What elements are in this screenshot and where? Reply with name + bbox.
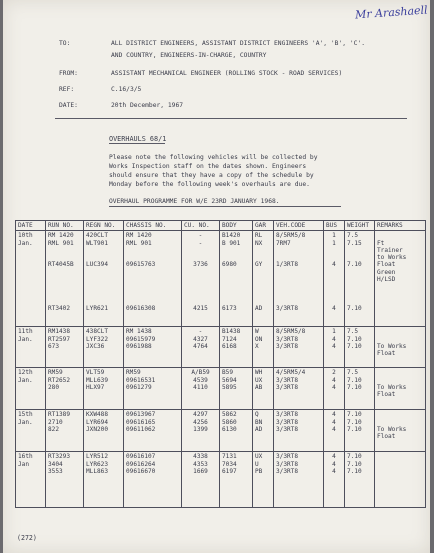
col-header-remarks: REMARKS (375, 221, 426, 231)
handwritten-note: Mr Arashaell (354, 3, 428, 22)
cell-body: B59 5694 5895 (220, 368, 253, 410)
cell-bus: 4 4 4 (324, 410, 345, 452)
col-header-gar: GAR (253, 221, 274, 231)
cell-regn-no: LYR512 LYR623 MLL863 (84, 452, 124, 508)
cell-chassis-no: RM59 09616531 0961279 (124, 368, 182, 410)
cell-weight: 7.5 7.10 7.10 (345, 368, 375, 410)
cell-run-no: RM 1420 RML 901 RT4045B RT3402 (46, 231, 84, 327)
page-number: (272) (17, 534, 37, 542)
col-header-date: DATE (16, 221, 46, 231)
cell-cu-no: - - 3736 4215 (182, 231, 220, 327)
cell-bus: 1 4 4 (324, 327, 345, 368)
from-label: FROM: (59, 70, 78, 77)
cell-body: B1438 7124 6168 (220, 327, 253, 368)
cell-cu-no: A/B59 4539 4110 (182, 368, 220, 410)
to-label: TO: (59, 40, 71, 47)
cell-weight: 7.5 7.15 7.10 7.10 (345, 231, 375, 327)
programme-underline (109, 206, 341, 207)
col-header-run-no: RUN NO. (46, 221, 84, 231)
header-rule (55, 118, 407, 119)
programme-title: OVERHAUL PROGRAMME FOR W/E 23RD JANUARY 1968. (109, 198, 280, 205)
cell-chassis-no: RM 1420 RML 901 09615763 09616308 (124, 231, 182, 327)
overhaul-table (15, 220, 426, 508)
date-value: 20th December, 1967 (111, 102, 184, 109)
heading-underline (109, 143, 165, 144)
cell-bus: 4 4 4 (324, 452, 345, 508)
cell-regn-no: 438CLT LYF322 JXC36 (84, 327, 124, 368)
cell-date: 12th Jan. (16, 368, 46, 410)
cell-date: 16th Jan (16, 452, 46, 508)
col-header-veh-code: VEH.CODE (274, 221, 324, 231)
cell-gar: WH UX AB (253, 368, 274, 410)
ref-value: C.16/3/5 (111, 86, 142, 93)
cell-weight: 7.10 7.10 7.10 (345, 410, 375, 452)
to-line-2: AND COUNTRY, ENGINEERS-IN-CHARGE, COUNTRY (111, 52, 267, 59)
table-row (16, 368, 426, 410)
table-row (16, 327, 426, 368)
cell-remarks: To Works Float (375, 368, 426, 410)
date-label: DATE: (59, 102, 78, 109)
col-header-weight: WEIGHT (345, 221, 375, 231)
ref-label: REF: (59, 86, 75, 93)
cell-gar: W ON X (253, 327, 274, 368)
cell-date: 10th Jan. (16, 231, 46, 327)
cell-cu-no: 4338 4353 1669 (182, 452, 220, 508)
cell-chassis-no: 09616107 09616264 09616670 (124, 452, 182, 508)
cell-remarks (375, 452, 426, 508)
cell-remarks: To Works Float (375, 410, 426, 452)
cell-body: 7131 7034 6197 (220, 452, 253, 508)
cell-run-no: RT3293 3404 3553 (46, 452, 84, 508)
cell-run-no: RT1389 2710 822 (46, 410, 84, 452)
cell-bus: 2 4 4 (324, 368, 345, 410)
cell-body: 5862 5860 6130 (220, 410, 253, 452)
paragraph-line-2: Works Inspection staff on the dates shown. Engineers (109, 163, 307, 170)
col-header-body: BODY (220, 221, 253, 231)
heading: OVERHAULS 68/1 (109, 135, 167, 143)
cell-regn-no: 420CLT WLT901 LUC394 LYR621 (84, 231, 124, 327)
table-row (16, 452, 426, 508)
cell-cu-no: - 4327 4764 (182, 327, 220, 368)
cell-veh-code: 3/3RT8 3/3RT8 3/3RT8 (274, 452, 324, 508)
cell-veh-code: 8/5RM5/8 3/3RT8 3/3RT8 (274, 327, 324, 368)
cell-veh-code: 3/3RT8 3/3RT8 3/3RT8 (274, 410, 324, 452)
col-header-regn-no: REGN NO. (84, 221, 124, 231)
cell-gar: Q BN AD (253, 410, 274, 452)
cell-gar: RL NX GY AD (253, 231, 274, 327)
table-row (16, 410, 426, 452)
cell-gar: UX U PB (253, 452, 274, 508)
cell-remarks: To Works Float (375, 327, 426, 368)
cell-date: 15th Jan. (16, 410, 46, 452)
cell-chassis-no: 09613967 09616165 09611062 (124, 410, 182, 452)
cell-regn-no: VLT59 MLL639 HLX97 (84, 368, 124, 410)
cell-run-no: RM59 RT2652 280 (46, 368, 84, 410)
cell-veh-code: 4/5RM5/4 3/3RT8 3/3RT8 (274, 368, 324, 410)
cell-weight: 7.5 7.10 7.10 (345, 327, 375, 368)
cell-regn-no: KXW488 LYR694 JXN200 (84, 410, 124, 452)
cell-weight: 7.10 7.10 7.10 (345, 452, 375, 508)
table-header-row (16, 221, 426, 231)
cell-cu-no: 4297 4256 1399 (182, 410, 220, 452)
cell-body: B1420 B 901 6980 6173 (220, 231, 253, 327)
cell-chassis-no: RM 1438 09615979 0961988 (124, 327, 182, 368)
cell-date: 11th Jan. (16, 327, 46, 368)
paragraph-line-4: Monday before the following week's overhauls are due. (109, 181, 310, 188)
col-header-bus: BUS (324, 221, 345, 231)
cell-remarks: Ft Trainer to Works Float Green H/LSD (375, 231, 426, 327)
from-value: ASSISTANT MECHANICAL ENGINEER (ROLLING STOCK - ROAD SERVICES) (111, 70, 343, 77)
table-row (16, 231, 426, 327)
paragraph-line-3: should ensure that they have a copy of the schedule by (109, 172, 314, 179)
memo-page (3, 0, 430, 553)
cell-run-no: RM1438 RT2597 673 (46, 327, 84, 368)
to-line-1: ALL DISTRICT ENGINEERS, ASSISTANT DISTRICT ENGINEERS 'A', 'B', 'C'. (111, 40, 366, 47)
cell-veh-code: 8/5RM5/8 7RM7 1/3RT8 3/3RT8 (274, 231, 324, 327)
col-header-cu-no: CU. NO. (182, 221, 220, 231)
col-header-chassis-no: CHASSIS NO. (124, 221, 182, 231)
cell-bus: 1 1 4 4 (324, 231, 345, 327)
paragraph-line-1: Please note the following vehicles will be collected by (109, 154, 318, 161)
